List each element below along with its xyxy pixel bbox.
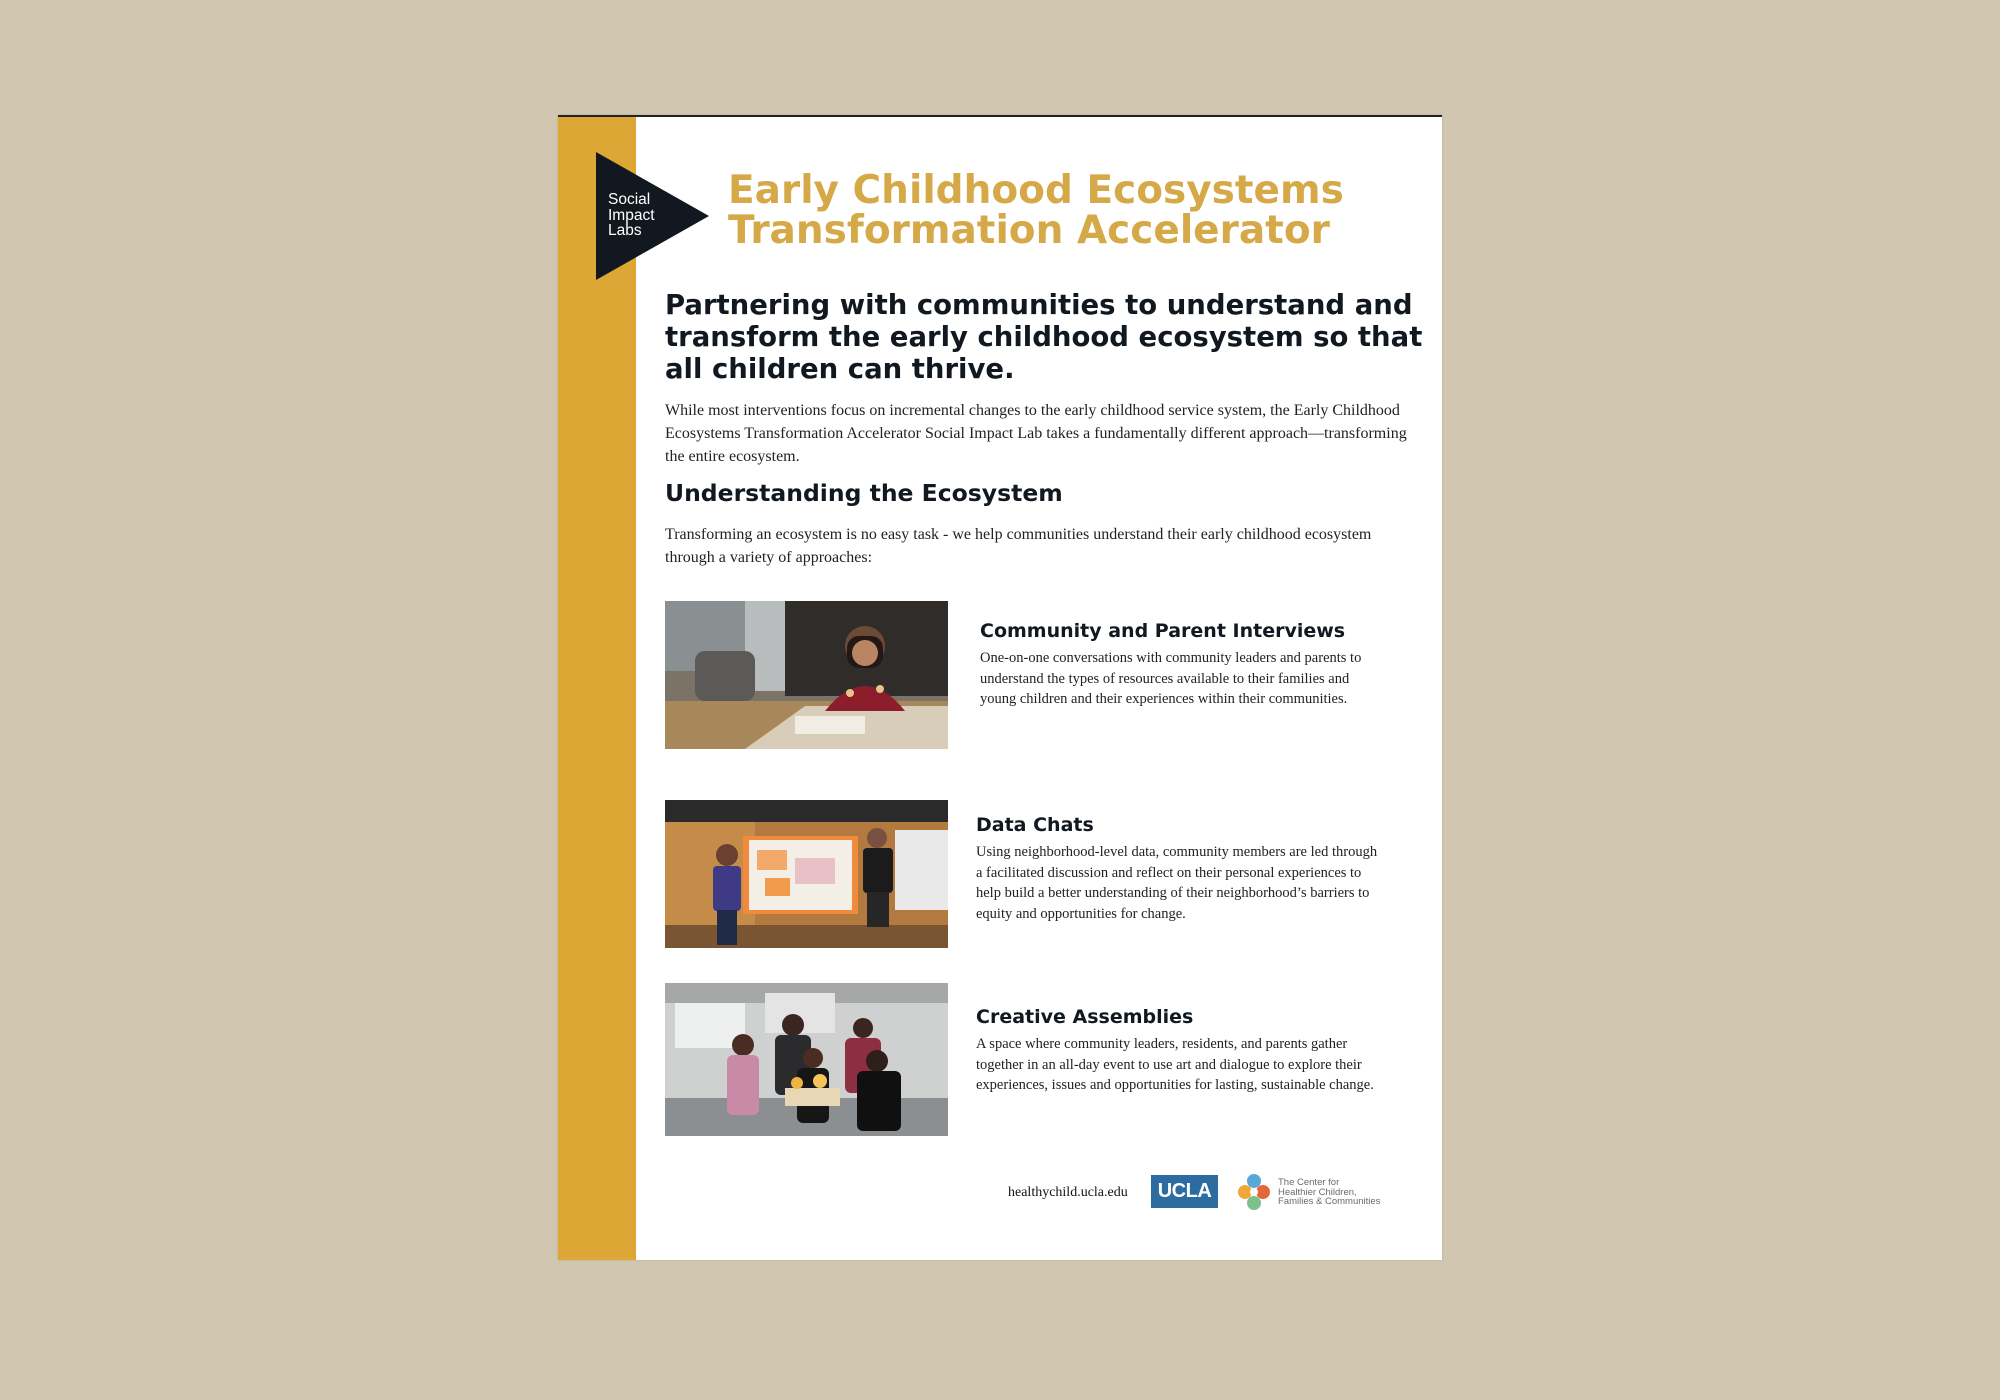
item-title-interviews: Community and Parent Interviews [980,620,1346,642]
headline: Partnering with communities to understand and transform the early childhood ecosystem so that all children can thrive. [665,289,1423,385]
section-heading: Understanding the Ecosystem [665,479,1063,507]
center-name [1278,1178,1408,1207]
item-text-interviews: One-on-one conversations with community leaders and parents to understand the types of resources available to their families and young children and their experiences within their communities. [980,650,1362,707]
title-line-2: Transformation Accelerator [728,208,1330,253]
logo-text [608,192,655,239]
logo-line: Social [608,191,651,208]
flyer-page [558,115,1442,1260]
page-title [728,168,1408,253]
item-title-creative-assemblies: Creative Assemblies [976,1006,1194,1028]
interview-photo [665,601,948,749]
logo-line: Labs [608,222,642,239]
center-flower-icon [1236,1173,1272,1211]
title-line-1: Early Childhood Ecosystems [728,168,1344,213]
data-chats-photo [665,800,948,948]
logo-line: Impact [608,206,655,224]
ucla-logo: UCLA [1151,1175,1218,1208]
center-line: The Center for [1278,1177,1340,1188]
item-text-data-chats: Using neighborhood-level data, community members are led through a facilitated discussion and reflect on their personal experiences to help build a better understanding of their neighborhood’s barriers to equity and opportunities for change. [976,844,1378,922]
item-title-data-chats: Data Chats [976,814,1094,836]
website-link[interactable]: healthychild.ucla.edu [1008,1185,1128,1200]
section-paragraph: Transforming an ecosystem is no easy task - we help communities understand their early childhood ecosystem through a variety of approaches: [665,526,1372,566]
center-line: Families & Communities [1278,1196,1381,1207]
item-text-creative-assemblies: A space where community leaders, residents, and parents gather together in an all-day event to use art and dialogue to explore their experiences, issues and opportunities for lasting, sustainable change. [976,1036,1374,1093]
gold-side-bar [558,117,636,1260]
intro-paragraph: While most interventions focus on incremental changes to the early childhood service system, the Early Childhood Ecosystems Transformation Accelerator Social Impact Lab takes a fundamentally different approach—transforming the entire ecosystem. [665,402,1407,465]
center-line: Healthier Children, [1278,1186,1357,1198]
creative-assemblies-photo [665,983,948,1136]
social-impact-labs-logo [596,152,709,280]
